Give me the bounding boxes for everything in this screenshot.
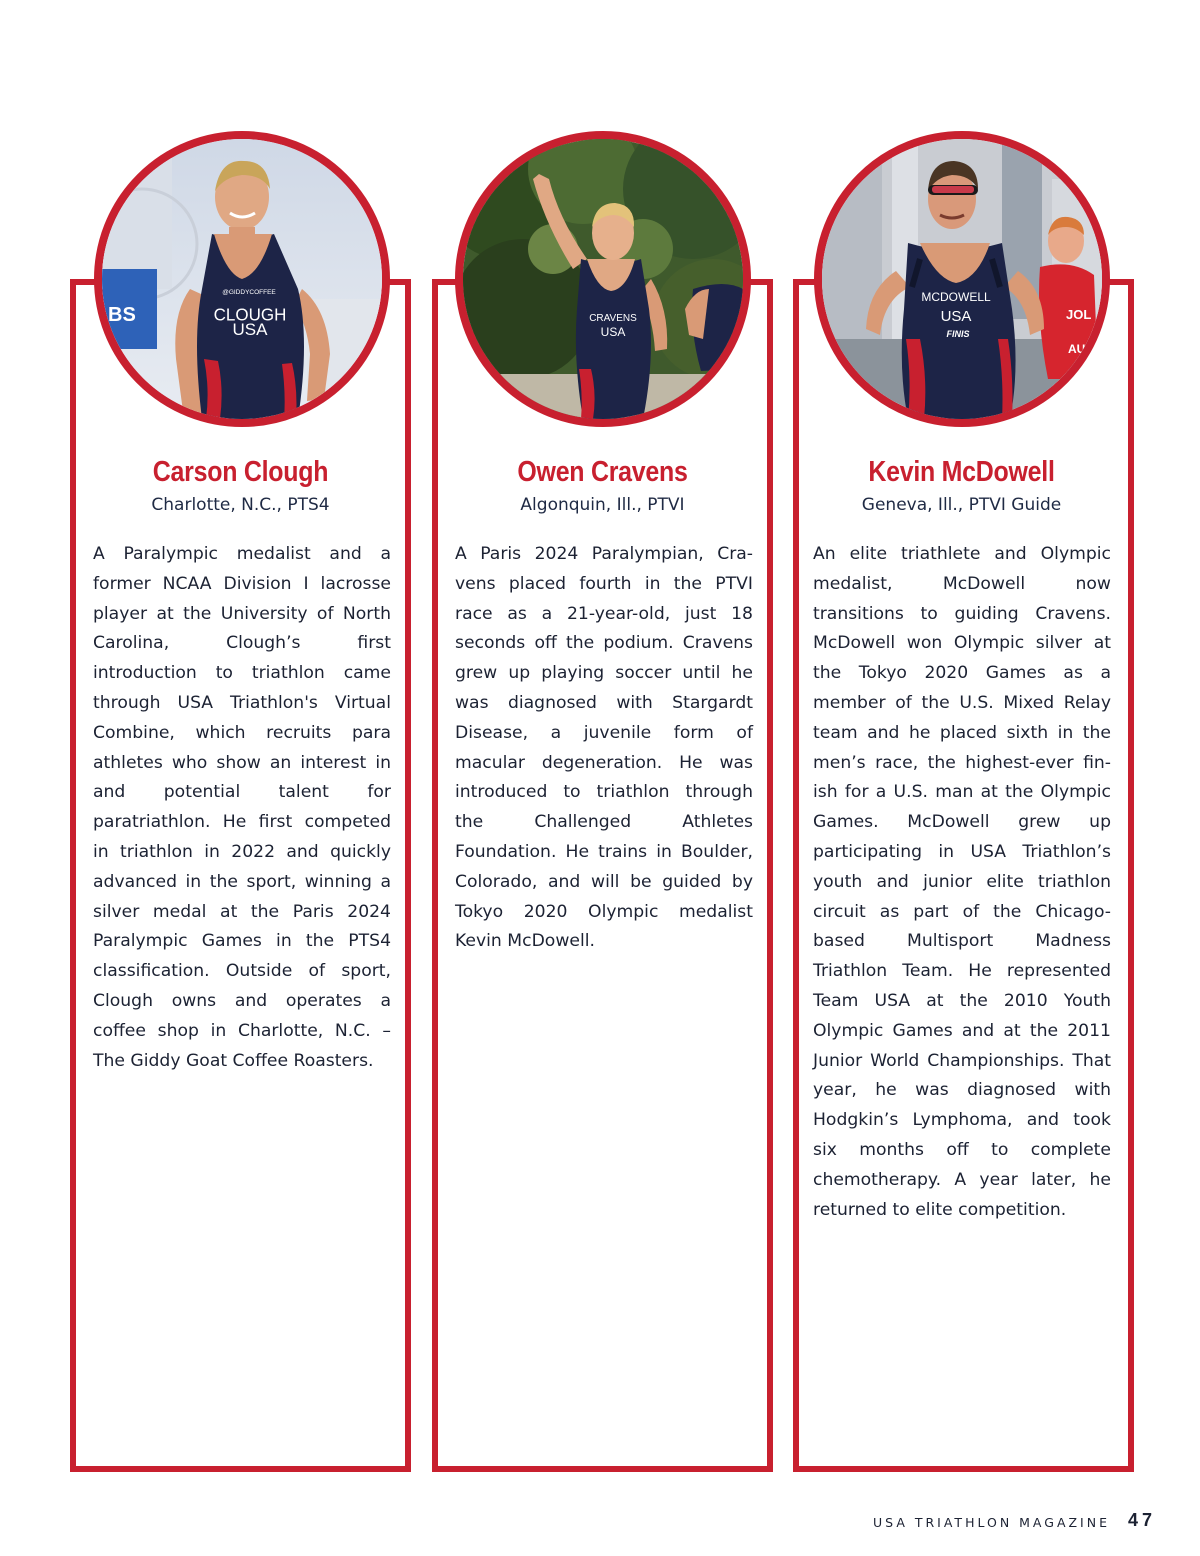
athlete-bio: An elite triathlete and Olympic medalist, McDowell now transitions to guiding Cravens. McDowell won Olympic silver at the Tokyo 2020 Games as a member of the U.S. Mixed Relay team and he placed sixth in the men’s race, the highest-ever finish for a U.S. man at the Olympic Games. McDowell grew up participating in USA Triathlon’s youth and junior elite triathlon circuit as part of the Chicago-based Multisport Madness Triathlon Team. He represented Team USA at the 2010 Youth Olympic Games and at the 2011 Junior World Championships. That year, he was diagnosed with Hodgkin’s Lymphoma, and took six months off to complete chemotherapy. A year later, he returned to elite competition.: [813, 544, 1111, 1220]
athlete-name: Kevin McDowell: [868, 456, 1055, 488]
jersey-country-text: USA: [600, 325, 626, 339]
athlete-bio: A Paralympic medalist and a former NCAA Division I lacrosse player at the University of North Carolina, Clough’s first introduction to triathlon came through USA Triathlon's Virtual Combine, which recruits para athletes who show an interest in and potential talent for paratriathlon. He first competed in triathlon in 2022 and quickly advanced in the sport, winning a silver medal at the Paris 2024 Paralympic Games in the PTS4 classification. Outside of sport, Clough owns and operates a coffee shop in Charlotte, N.C. –The Giddy Goat Coffee Roasters.: [93, 544, 391, 1071]
athlete-location: Geneva, Ill., PTVI Guide: [861, 495, 1062, 515]
rival-jersey-country-text: AUT: [1068, 342, 1093, 356]
carson-clough-photo: [94, 131, 390, 427]
athlete-name: Owen Cravens: [517, 456, 688, 488]
rival-jersey-text: JOL: [1066, 307, 1092, 322]
jersey-name-text: CLOUGH: [213, 304, 287, 325]
jersey-name-text: CRAVENS: [589, 313, 637, 324]
athlete-location: Charlotte, N.C., PTS4: [151, 495, 330, 515]
backdrop-banner-text: BS: [108, 304, 136, 326]
athlete-location: Algonquin, Ill., PTVI: [520, 495, 685, 515]
athlete-name: Carson Clough: [152, 456, 329, 488]
jersey-country-text: USA: [940, 308, 972, 325]
kevin-mcdowell-photo: [814, 131, 1110, 427]
jersey-sponsor-text: @GIDDYCOFFEE: [222, 289, 276, 296]
jersey-country-text: USA: [232, 320, 268, 339]
owen-cravens-photo: [455, 131, 751, 427]
athlete-bio: A Paris 2024 Paralympian, Cravens placed fourth in the PTVI race as a 21-year-old, just 18 seconds off the podium. Cravens grew up playing soccer until he was diagnosed with Stargardt Disease, a juvenile form of macular degeneration. He was introduced to triathlon through the Challenged Athletes Foundation. He trains in Boulder, Colorado, and will be guided by Tokyo 2020 Olympic medalist Kevin McDowell.: [455, 544, 753, 952]
page-number: 47: [1128, 1510, 1157, 1530]
publication-name: USA TRIATHLON MAGAZINE: [873, 1515, 1110, 1530]
jersey-sponsor-text: FINIS: [946, 329, 970, 339]
jersey-name-text: MCDOWELL: [921, 290, 991, 304]
